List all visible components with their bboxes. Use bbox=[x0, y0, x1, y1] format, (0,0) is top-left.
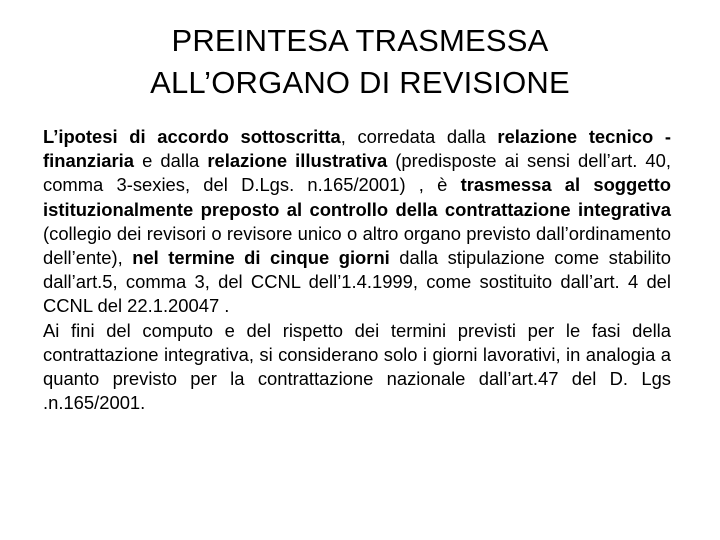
bold-text: relazione illustrativa bbox=[207, 150, 388, 172]
text: e dalla bbox=[133, 150, 208, 172]
title-line-2: ALL’ORGANO DI REVISIONE bbox=[150, 65, 570, 100]
text: (predisposte ai sensi dell’art. 40, comma 3-sexies, del D.Lgs. n.165/2001) , è bbox=[43, 150, 671, 196]
text: , corredata dalla bbox=[340, 126, 498, 147]
title-line-1: PREINTESA TRASMESSA bbox=[171, 23, 549, 58]
text: (collegio dei revisori o revisore unico o altro organo previsto dall’ordinamento dell’ente), bbox=[43, 222, 671, 269]
bold-text: relazione tecnico - finanziaria bbox=[43, 126, 672, 172]
paragraph-2: Ai fini del computo e del rispetto dei termini previsti per le fasi della contrattazione integrativa, si considerano solo i giorni lavorativi, in analogia a quanto previsto per la contrattazione nazionale dall’art.47 del D. Lgs .n.165/2001. bbox=[43, 319, 671, 414]
slide-title bbox=[40, 20, 680, 104]
paragraph-1 bbox=[43, 125, 671, 319]
text: dalla stipulazione come stabilito dall’art.5, comma 3, del CCNL dell’1.4.1999, come sostituito dall’art. 4 del CCNL del 22.1.20047 . bbox=[43, 247, 671, 317]
bold-text: L’ipotesi di accordo sottoscritta bbox=[43, 126, 341, 147]
bold-text: trasmessa al soggetto istituzionalmente preposto al controllo della contrattazione integrativa bbox=[43, 174, 671, 220]
bold-text: nel termine di cinque giorni bbox=[132, 247, 390, 269]
slide-body bbox=[43, 125, 671, 415]
